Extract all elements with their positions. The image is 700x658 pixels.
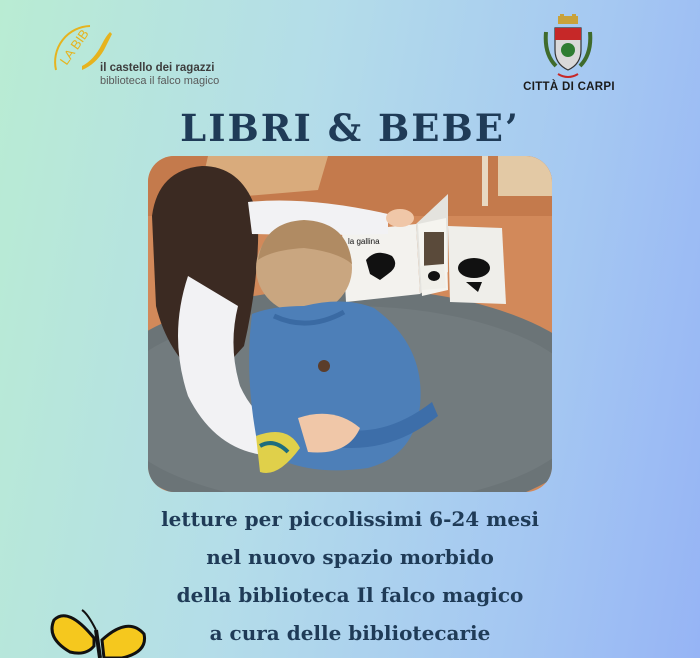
book-label: la gallina <box>348 237 380 246</box>
svg-text:LA BIB: LA BIB <box>56 26 92 68</box>
book-2 <box>418 218 506 304</box>
logo-line-2: biblioteca il falco magico <box>100 75 220 87</box>
logo-line-1: il castello dei ragazzi <box>100 62 215 74</box>
page-title: LIBRI & BEBE’ <box>180 106 520 150</box>
caption-line-4: a cura delle bibliotecarie <box>209 621 491 645</box>
city-crest-icon[interactable] <box>542 14 594 84</box>
butterfly-icon <box>48 600 148 658</box>
city-label: CITTÀ DI CARPI <box>523 81 615 93</box>
library-logo[interactable] <box>50 22 250 87</box>
caption-line-3: della biblioteca Il falco magico <box>176 583 524 607</box>
event-photo <box>148 156 552 492</box>
caption-line-2: nel nuovo spazio morbido <box>206 545 494 569</box>
caption-line-1: letture per piccolissimi 6-24 mesi <box>161 507 539 531</box>
